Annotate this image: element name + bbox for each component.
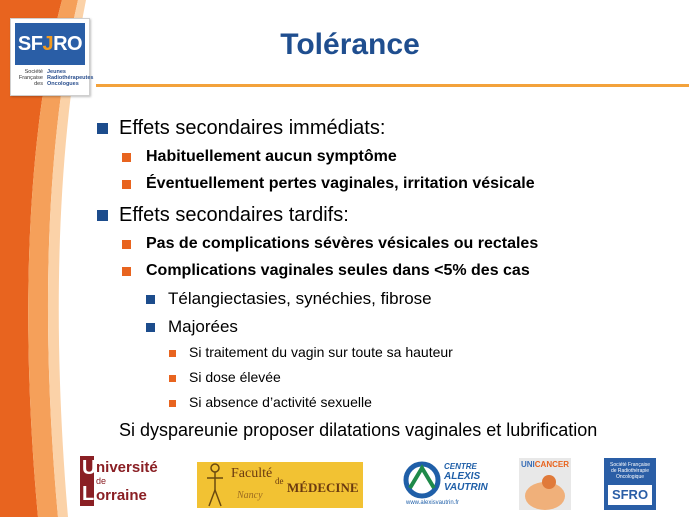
bullet-square-icon	[122, 180, 131, 189]
skeleton-icon	[203, 462, 227, 508]
bullet-square-icon	[169, 375, 176, 382]
bullet-level1: Effets secondaires tardifs:	[119, 204, 349, 227]
bullet-level3: Télangiectasies, synéchies, fibrose	[168, 289, 432, 309]
alexis-vautrin-emblem-icon	[402, 460, 442, 500]
bullet-level4: Si traitement du vagin sur toute sa hauteur	[189, 344, 453, 360]
unicancer-logo: UNICANCER	[519, 458, 571, 510]
title-divider	[96, 84, 689, 87]
bullet-level2: Complications vaginales seules dans <5% des cas	[146, 262, 530, 280]
bullet-level3: Majorées	[168, 317, 238, 337]
sfjro-logo: SFJRO Société Française des Jeunes Radiothérapeutes Oncologues	[10, 18, 90, 96]
bullet-level2: Pas de complications sévères vésicales ou rectales	[146, 235, 538, 253]
bullet-square-icon	[169, 350, 176, 357]
bullet-square-icon	[122, 240, 131, 249]
bullet-level4: Si dose élevée	[189, 369, 281, 385]
slide-title: Tolérance	[280, 28, 420, 61]
bullet-square-icon	[122, 153, 131, 162]
unicancer-figure-icon	[519, 470, 571, 510]
bullet-square-icon	[146, 323, 155, 332]
bullet-square-icon	[169, 400, 176, 407]
centre-alexis-vautrin-logo: CENTRE ALEXIS VAUTRIN www.alexisvautrin.fr	[400, 458, 492, 510]
sfro-logo: Société Française de Radiothérapie Oncologique SFRO	[604, 458, 656, 510]
bullet-level4: Si absence d’activité sexuelle	[189, 394, 372, 410]
bullet-level2: Éventuellement pertes vaginales, irritation vésicale	[146, 175, 535, 193]
bullet-level2: Habituellement aucun symptôme	[146, 148, 397, 166]
bullet-level1: Effets secondaires immédiats:	[119, 117, 385, 140]
bullet-square-icon	[97, 210, 108, 221]
universite-lorraine-logo: U niversité de L orraine	[82, 457, 158, 505]
sfjro-wordmark: SFJRO	[15, 23, 85, 65]
faculte-medecine-logo: Faculté de MÉDECINE Nancy	[197, 462, 363, 508]
bullet-square-icon	[122, 267, 131, 276]
bullet-square-icon	[97, 123, 108, 134]
closing-note: Si dyspareunie proposer dilatations vaginales et lubrification	[119, 420, 598, 440]
bullet-square-icon	[146, 295, 155, 304]
